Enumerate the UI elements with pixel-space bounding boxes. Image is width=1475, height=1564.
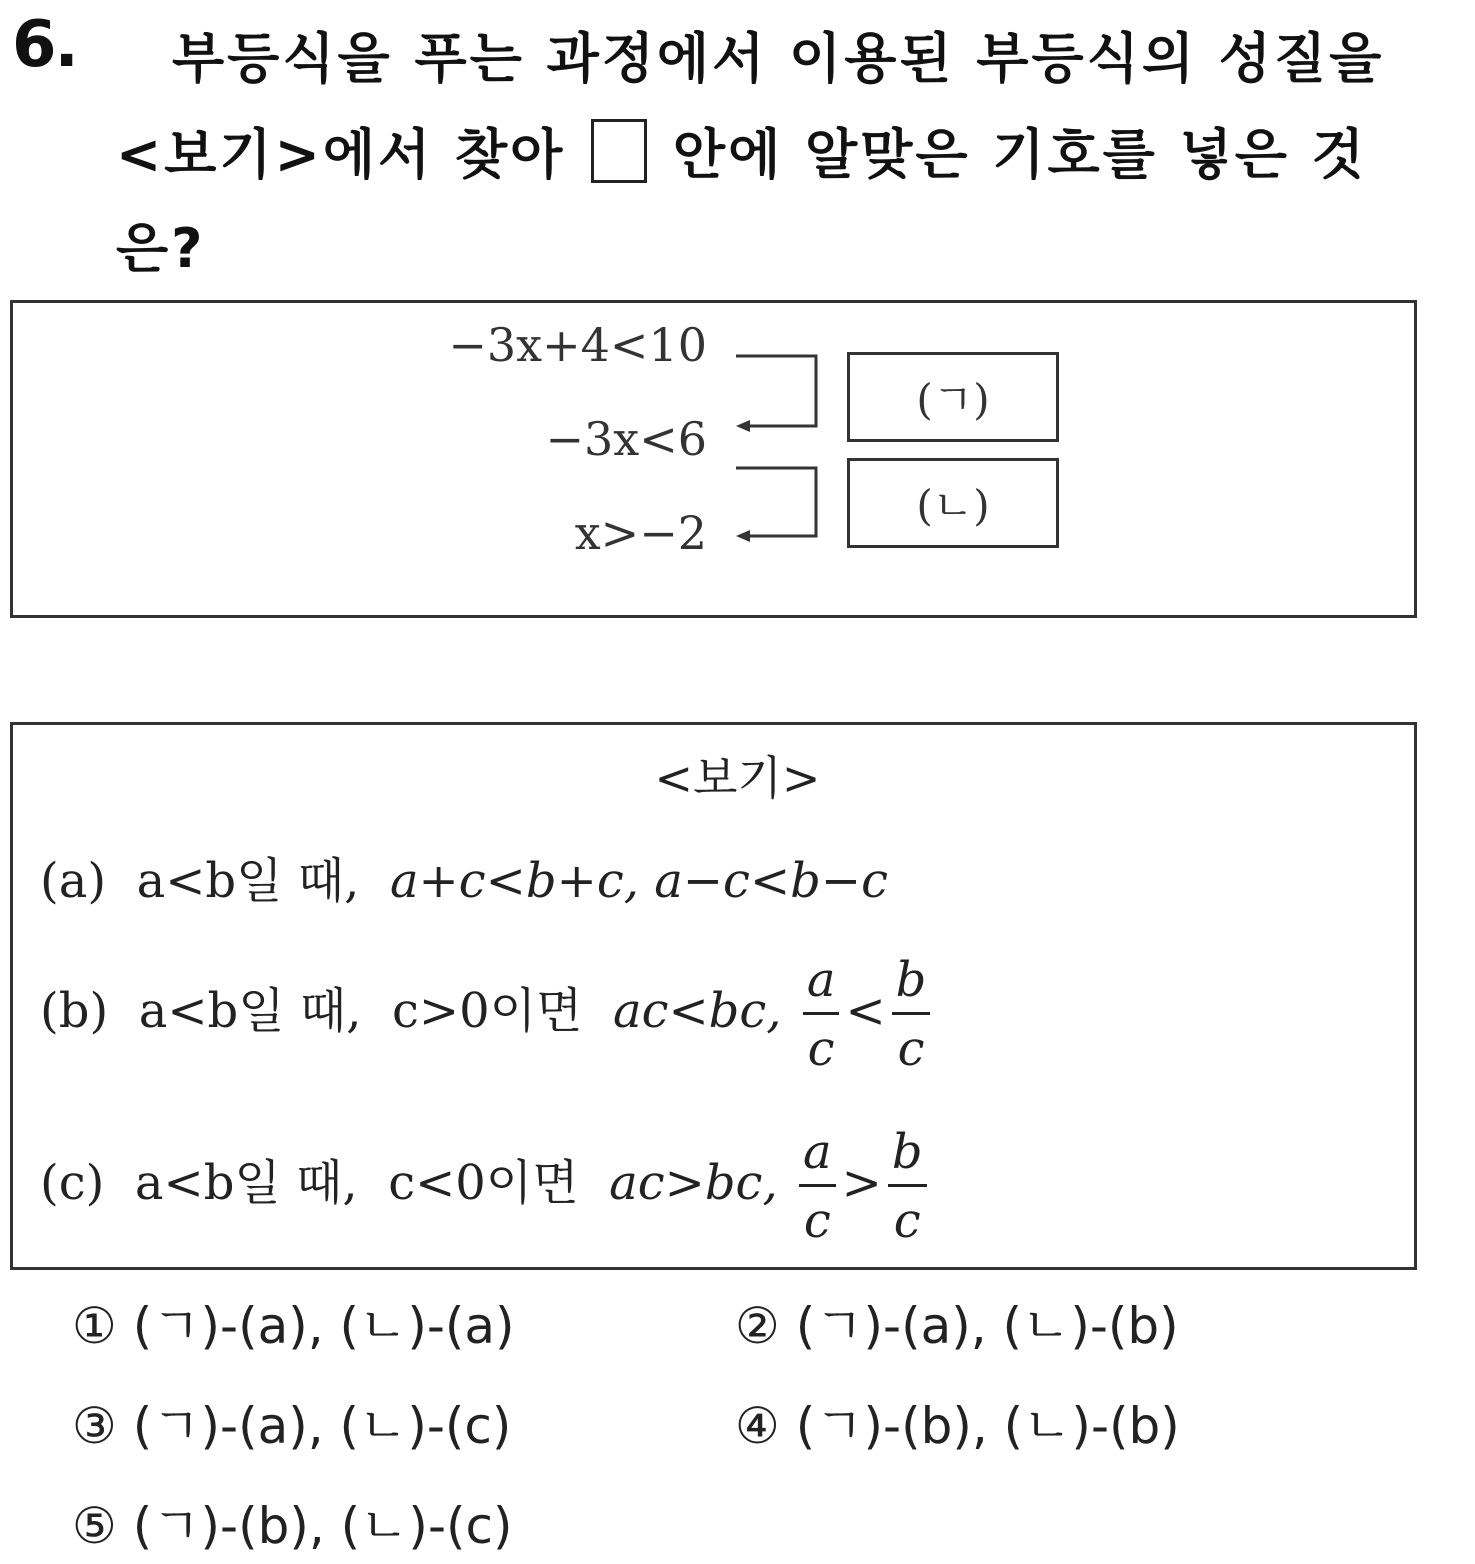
fraction-left bbox=[803, 952, 840, 1077]
process-line-2: −3x<6 bbox=[545, 412, 707, 466]
rule-sign-condition: c<0이면 bbox=[388, 1155, 579, 1211]
answer-option-4[interactable] bbox=[735, 1386, 1180, 1458]
option-marker: ④ bbox=[735, 1397, 780, 1455]
rule-label: (a) bbox=[40, 853, 107, 909]
fraction-left bbox=[799, 1124, 836, 1249]
fraction-numerator: a bbox=[803, 956, 840, 1015]
question-text-line2-before: <보기>에서 찾아 bbox=[116, 123, 566, 186]
step-arrow-1-icon bbox=[736, 356, 816, 432]
rule-label: (b) bbox=[40, 983, 109, 1039]
rule-condition: a<b일 때, bbox=[134, 1155, 358, 1211]
answer-option-3[interactable] bbox=[72, 1386, 511, 1458]
option-text: (ㄱ)-(b), (ㄴ)-(b) bbox=[795, 1397, 1180, 1455]
process-line-1: −3x+4<10 bbox=[448, 318, 707, 372]
fraction-right bbox=[892, 952, 931, 1077]
option-text: (ㄱ)-(b), (ㄴ)-(c) bbox=[132, 1497, 513, 1555]
step-arrow-2-icon bbox=[736, 468, 816, 542]
fraction-right bbox=[888, 1124, 927, 1249]
step-arrows-icon bbox=[730, 340, 830, 550]
rule-result: ac<bc, bbox=[612, 983, 782, 1039]
fraction-numerator: a bbox=[799, 1128, 836, 1187]
process-box bbox=[10, 300, 1417, 618]
question-text-line1: 부등식을 푸는 과정에서 이용된 부등식의 성질을 bbox=[172, 27, 1385, 90]
fraction-operator: < bbox=[845, 983, 886, 1039]
answer-option-1[interactable] bbox=[72, 1286, 515, 1358]
blank-box-icon bbox=[591, 119, 647, 183]
question-number: 6. bbox=[12, 8, 77, 82]
option-text: (ㄱ)-(a), (ㄴ)-(b) bbox=[795, 1297, 1179, 1355]
fraction-operator: > bbox=[841, 1155, 882, 1211]
fraction-numerator: b bbox=[892, 956, 931, 1015]
option-text: (ㄱ)-(a), (ㄴ)-(c) bbox=[132, 1397, 512, 1455]
question-text-line3: 은? bbox=[116, 217, 206, 280]
fraction-numerator: b bbox=[888, 1128, 927, 1187]
rule-condition: a<b일 때, bbox=[138, 983, 362, 1039]
fraction-denominator: c bbox=[807, 1021, 835, 1077]
option-marker: ② bbox=[735, 1297, 780, 1355]
rule-label: (c) bbox=[40, 1155, 105, 1211]
rule-sign-condition: c>0이면 bbox=[392, 983, 583, 1039]
bogi-rule-a bbox=[40, 842, 888, 911]
question-text-line2 bbox=[116, 112, 1367, 189]
bogi-title: <보기> bbox=[654, 751, 821, 805]
step-label-box-1: (ㄱ) bbox=[847, 352, 1059, 442]
fraction-denominator: c bbox=[897, 1021, 925, 1077]
bogi-rule-c bbox=[40, 1124, 933, 1249]
option-marker: ③ bbox=[72, 1397, 117, 1455]
process-line-3: x>−2 bbox=[574, 506, 707, 560]
rule-result: a+c<b+c, a−c<b−c bbox=[389, 853, 888, 909]
fraction-denominator: c bbox=[803, 1193, 831, 1249]
answer-option-5[interactable] bbox=[72, 1486, 513, 1558]
question-text-line2-after: 안에 알맞은 기호를 넣은 것 bbox=[672, 123, 1367, 186]
fraction-denominator: c bbox=[893, 1193, 921, 1249]
rule-result: ac>bc, bbox=[609, 1155, 778, 1211]
rule-condition: a<b일 때, bbox=[136, 853, 360, 909]
bogi-rule-b bbox=[40, 952, 936, 1077]
answer-option-2[interactable] bbox=[735, 1286, 1179, 1358]
option-text: (ㄱ)-(a), (ㄴ)-(a) bbox=[132, 1297, 515, 1355]
step-label-box-2: (ㄴ) bbox=[847, 458, 1059, 548]
option-marker: ① bbox=[72, 1297, 117, 1355]
option-marker: ⑤ bbox=[72, 1497, 117, 1555]
